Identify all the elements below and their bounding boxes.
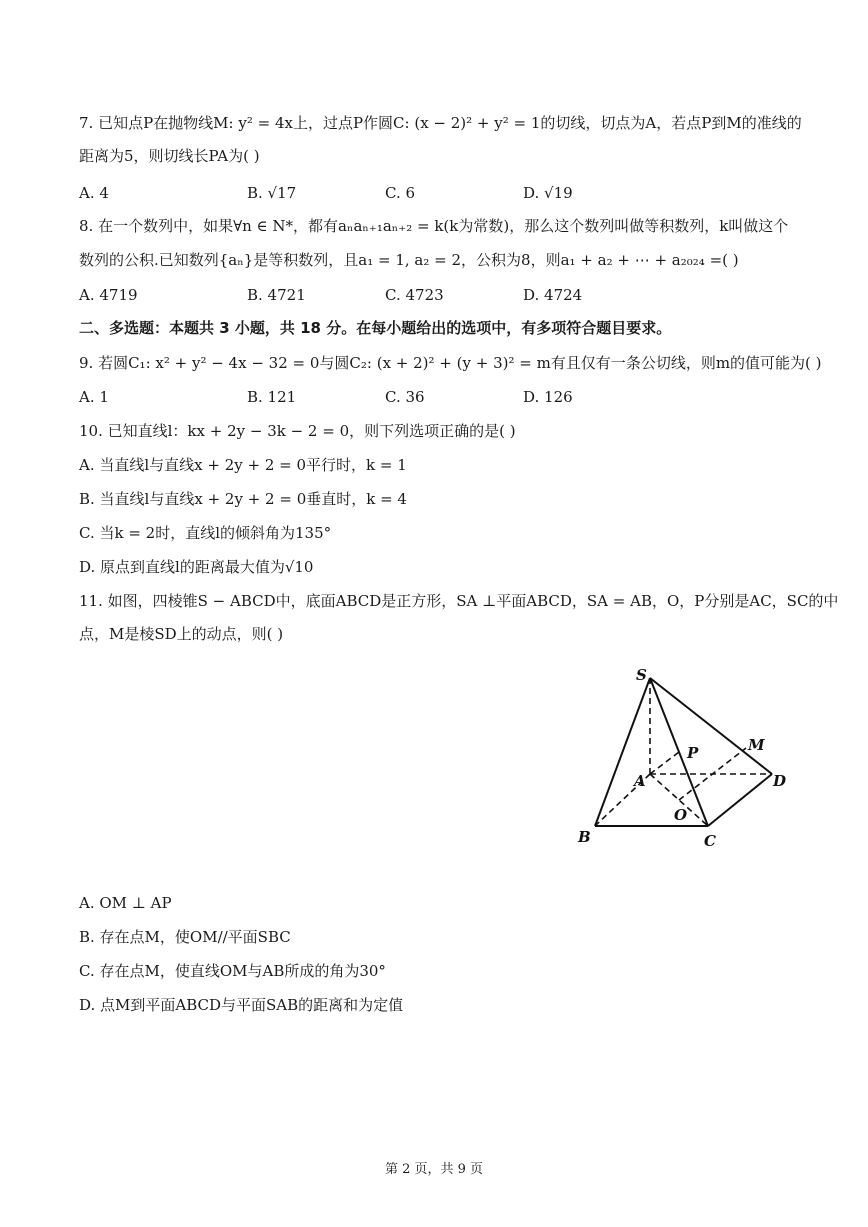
q11-option-c[interactable]: C. 存在点M，使直线OM与AB所成的角为30° [79,962,386,980]
q9-option-c[interactable]: C. 36 [385,388,425,406]
q9-stem-line1: 9. 若圆C₁: x² + y² − 4x − 32 = 0与圆C₂: (x + 2)² + (y + 3)² = m有且仅有一条公切线，则m的值可能为( ) [79,354,822,372]
q8-stem-line2: 数列的公积.已知数列{aₙ}是等积数列，且a₁ = 1, a₂ = 2，公积为8，则a₁ + a₂ + ⋯ + a₂₀₂₄ =( ) [79,251,739,269]
label-A: A [634,772,646,790]
section-heading-multiple-choice: 二、多选题：本题共 3 小题，共 18 分。在每小题给出的选项中，有多项符合题目要求。 [79,319,672,337]
q7-option-b[interactable]: B. √17 [247,184,297,202]
q7-stem-line2: 距离为5，则切线长PA为( ) [79,147,260,165]
q8-option-a[interactable]: A. 4719 [79,286,138,304]
q11-option-a[interactable]: A. OM ⊥ AP [79,894,172,912]
q8-stem-line1: 8. 在一个数列中，如果∀n ∈ N*，都有aₙaₙ₊₁aₙ₊₂ = k(k为常数)，那么这个数列叫做等积数列，k叫做这个 [79,217,789,235]
label-S: S [636,666,647,684]
q11-stem-line1: 11. 如图，四棱锥S − ABCD中，底面ABCD是正方形，SA ⊥平面ABCD，SA = AB，O，P分别是AC，SC的中 [79,592,839,610]
q11-option-d[interactable]: D. 点M到平面ABCD与平面SAB的距离和为定值 [79,996,404,1014]
q11-option-b[interactable]: B. 存在点M，使OM//平面SBC [79,928,291,946]
q10-option-a[interactable]: A. 当直线l与直线x + 2y + 2 = 0平行时，k = 1 [79,456,407,474]
q9-option-b[interactable]: B. 121 [247,388,297,406]
pyramid-figure [570,660,800,860]
q7-stem-line1: 7. 已知点P在抛物线M: y² = 4x上，过点P作圆C: (x − 2)² + y² = 1的切线，切点为A，若点P到M的准线的 [79,114,802,132]
q7-option-d[interactable]: D. √19 [523,184,573,202]
label-C: C [704,832,716,850]
q9-option-a[interactable]: A. 1 [79,388,109,406]
q10-option-c[interactable]: C. 当k = 2时，直线l的倾斜角为135° [79,524,332,542]
q8-option-c[interactable]: C. 4723 [385,286,444,304]
q8-option-b[interactable]: B. 4721 [247,286,306,304]
q7-option-a[interactable]: A. 4 [79,184,109,202]
page-footer: 第 2 页，共 9 页 [384,1162,484,1177]
q10-option-b[interactable]: B. 当直线l与直线x + 2y + 2 = 0垂直时，k = 4 [79,490,407,508]
q10-option-d[interactable]: D. 原点到直线l的距离最大值为√10 [79,558,314,576]
edge-SB [595,678,650,826]
segment-AP [650,752,679,774]
label-M: M [748,736,765,754]
label-B: B [578,828,591,846]
q9-option-d[interactable]: D. 126 [523,388,573,406]
q8-option-d[interactable]: D. 4724 [523,286,583,304]
q7-option-c[interactable]: C. 6 [385,184,416,202]
label-O: O [674,806,688,824]
q11-stem-line2: 点，M是棱SD上的动点，则( ) [79,625,284,643]
edge-CD [708,774,772,826]
label-P: P [687,744,699,762]
label-D: D [773,772,787,790]
q10-stem-line1: 10. 已知直线l：kx + 2y − 3k − 2 = 0，则下列选项正确的是( ) [79,422,516,440]
